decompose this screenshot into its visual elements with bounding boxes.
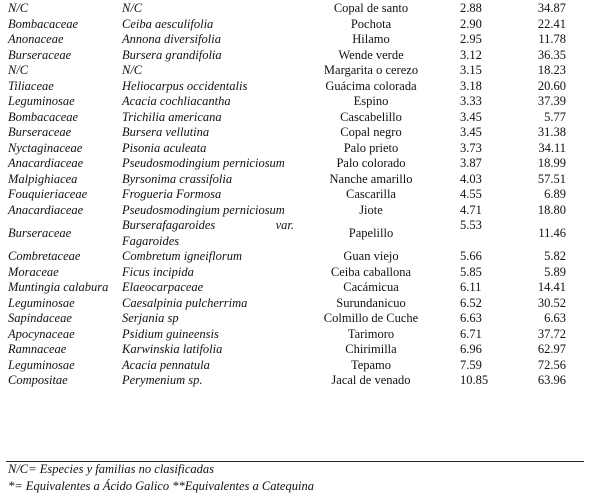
common-name-cell: Wende verde xyxy=(338,47,404,62)
common-name-cell: Chirimilla xyxy=(345,342,397,356)
species-table xyxy=(6,1,580,389)
table-row xyxy=(6,17,580,33)
table-row xyxy=(6,280,580,296)
species-text: var. xyxy=(275,218,294,232)
table-row xyxy=(6,187,580,203)
common-name-cell: Palo colorado xyxy=(336,156,406,170)
species-cell xyxy=(120,218,296,249)
species-line-1 xyxy=(122,218,294,234)
footnote-nc: N/C= Especies y familias no clasificadas xyxy=(8,462,214,476)
family-cell: Anonaceae xyxy=(8,32,64,46)
species-line-2: Fagaroides xyxy=(122,233,180,248)
table-row xyxy=(6,373,580,389)
species-cell: Ceiba aesculifolia xyxy=(122,16,214,31)
family-cell: Anacardiaceae xyxy=(8,202,84,217)
table-row xyxy=(6,249,580,265)
value-cell: 2.90 xyxy=(460,16,482,31)
family-cell: Burseraceae xyxy=(8,225,72,240)
value-cell: 20.60 xyxy=(537,78,566,93)
table-row xyxy=(6,156,580,172)
value-cell: 6.63 xyxy=(544,311,566,325)
family-cell: N/C xyxy=(8,63,29,77)
value-cell: 34.87 xyxy=(537,1,566,15)
family-cell: Burseraceae xyxy=(8,125,72,139)
table-row xyxy=(6,48,580,64)
species-cell: Psidium guineensis xyxy=(122,326,219,341)
family-cell: Compositae xyxy=(8,373,68,387)
family-cell: Ramnaceae xyxy=(8,342,67,356)
common-name-cell: Jacal de venado xyxy=(331,373,411,387)
family-cell: Malpighiacea xyxy=(8,171,78,186)
value-cell: 2.88 xyxy=(460,1,482,15)
table-row xyxy=(6,79,580,95)
species-cell: Byrsonima crassifolia xyxy=(122,171,233,186)
common-name-cell: Papelillo xyxy=(348,225,394,240)
family-cell: Apocynaceae xyxy=(8,326,75,341)
value-cell: 63.96 xyxy=(537,373,566,387)
table-row xyxy=(6,218,580,249)
value-cell: 37.39 xyxy=(537,94,566,108)
common-name-cell: Ceiba caballona xyxy=(330,264,412,279)
value-cell: 5.66 xyxy=(460,249,482,263)
value-cell: 14.41 xyxy=(537,280,566,294)
family-cell: Bombacaceae xyxy=(8,109,79,124)
table-row xyxy=(6,358,580,374)
species-cell: Caesalpinia pulcherrima xyxy=(122,295,248,310)
species-cell: Combretum igneiflorum xyxy=(122,249,243,263)
value-cell: 22.41 xyxy=(537,16,566,31)
species-cell: Serjania sp xyxy=(122,311,179,325)
value-cell: 11.78 xyxy=(538,32,566,46)
value-cell: 4.71 xyxy=(460,202,482,217)
value-cell: 5.53 xyxy=(460,218,482,232)
table-row xyxy=(6,296,580,312)
family-cell: Burseraceae xyxy=(8,47,72,62)
species-cell: Karwinskia latifolia xyxy=(122,342,223,356)
species-cell: Pseudosmodingium perniciosum xyxy=(122,156,285,170)
value-cell: 10.85 xyxy=(460,373,489,387)
common-name-cell: Colmillo de Cuche xyxy=(323,311,419,325)
family-cell: Combretaceae xyxy=(8,249,81,263)
value-cell: 3.12 xyxy=(460,47,482,62)
family-cell: Anacardiaceae xyxy=(8,156,84,170)
family-cell: Leguminosae xyxy=(8,357,75,372)
species-cell: Trichilia americana xyxy=(122,109,222,124)
value-cell: 3.87 xyxy=(460,156,482,170)
table-row xyxy=(6,32,580,48)
table-row xyxy=(6,172,580,188)
value-cell: 18.23 xyxy=(537,63,566,77)
common-name-cell: Tepamo xyxy=(350,357,392,372)
species-text: Burserafagaroides xyxy=(122,218,216,232)
value-cell: 5.77 xyxy=(544,109,566,124)
value-cell: 4.55 xyxy=(460,187,482,201)
common-name-cell: Copal negro xyxy=(340,125,402,139)
common-name-cell: Guácima colorada xyxy=(325,78,417,93)
common-name-cell: Margarita o cerezo xyxy=(323,63,419,77)
species-cell: N/C xyxy=(122,1,143,15)
table-row xyxy=(6,110,580,126)
species-cell: Bursera grandifolia xyxy=(122,47,222,62)
table-row xyxy=(6,141,580,157)
species-cell: Annona diversifolia xyxy=(122,32,221,46)
species-cell: Heliocarpus occidentalis xyxy=(122,78,248,93)
table-row xyxy=(6,1,580,17)
value-cell: 36.35 xyxy=(537,47,566,62)
value-cell: 62.97 xyxy=(537,342,566,356)
value-cell: 3.33 xyxy=(460,94,482,108)
value-cell: 72.56 xyxy=(537,357,566,372)
value-cell: 6.63 xyxy=(460,311,482,325)
value-cell: 3.73 xyxy=(460,140,482,155)
value-cell: 5.85 xyxy=(460,264,482,279)
common-name-cell: Copal de santo xyxy=(333,1,409,15)
family-cell: Leguminosae xyxy=(8,94,75,108)
value-cell: 6.96 xyxy=(460,342,482,356)
common-name-cell: Surundanicuo xyxy=(336,295,406,310)
species-cell: N/C xyxy=(122,63,143,77)
table-row xyxy=(6,203,580,219)
common-name-cell: Espino xyxy=(353,94,389,108)
common-name-cell: Guan viejo xyxy=(343,249,399,263)
value-cell: 34.11 xyxy=(538,140,566,155)
table-row xyxy=(6,94,580,110)
species-cell: Frogueria Formosa xyxy=(122,187,222,201)
value-cell: 6.71 xyxy=(460,326,482,341)
family-cell: Sapindaceae xyxy=(8,311,72,325)
species-cell: Perymenium sp. xyxy=(122,373,203,387)
family-cell: Tiliaceae xyxy=(8,78,54,93)
family-cell: Moraceae xyxy=(8,264,59,279)
common-name-cell: Hilamo xyxy=(352,32,390,46)
table-row xyxy=(6,327,580,343)
species-cell: Ficus incipida xyxy=(122,264,194,279)
family-cell: Nyctaginaceae xyxy=(8,140,83,155)
value-cell: 3.45 xyxy=(460,109,482,124)
species-cell: Pisonia aculeata xyxy=(122,140,207,155)
value-cell: 5.82 xyxy=(544,249,566,263)
value-cell: 4.03 xyxy=(460,171,482,186)
family-cell: Muntingia calabura xyxy=(8,280,109,294)
family-cell: Fouquieriaceae xyxy=(8,187,88,201)
common-name-cell: Pochota xyxy=(350,16,392,31)
common-name-cell: Tarimoro xyxy=(347,326,395,341)
value-cell: 57.51 xyxy=(537,171,566,186)
common-name-cell: Cascarilla xyxy=(346,187,396,201)
species-cell: Acacia pennatula xyxy=(122,357,210,372)
species-cell: Acacia cochliacantha xyxy=(122,94,231,108)
common-name-cell: Nanche amarillo xyxy=(329,171,413,186)
value-cell: 3.18 xyxy=(460,78,482,93)
value-cell: 18.99 xyxy=(537,156,566,170)
value-cell: 31.38 xyxy=(537,125,566,139)
common-name-cell: Cascabelillo xyxy=(340,109,402,124)
value-cell: 37.72 xyxy=(537,326,566,341)
value-cell: 6.11 xyxy=(460,280,482,294)
family-cell: Leguminosae xyxy=(8,295,75,310)
value-cell: 5.89 xyxy=(544,264,566,279)
table-row xyxy=(6,265,580,281)
value-cell: 18.80 xyxy=(537,202,566,217)
table-row xyxy=(6,63,580,79)
value-cell: 2.95 xyxy=(460,32,482,46)
value-cell: 11.46 xyxy=(538,225,566,240)
value-cell: 3.15 xyxy=(460,63,482,77)
value-cell: 30.52 xyxy=(537,295,566,310)
table-row xyxy=(6,125,580,141)
common-name-cell: Cacámicua xyxy=(343,280,399,294)
family-cell: Bombacaceae xyxy=(8,16,79,31)
value-cell: 3.45 xyxy=(460,125,482,139)
species-cell: Bursera vellutina xyxy=(122,125,210,139)
footnote-equivalents: *= Equivalentes a Ácido Galico **Equivalentes a Catequina xyxy=(8,479,314,493)
value-cell: 6.52 xyxy=(460,295,482,310)
family-cell: N/C xyxy=(8,1,29,15)
value-cell: 6.89 xyxy=(544,187,566,201)
common-name-cell: Jiote xyxy=(359,202,383,217)
table-row xyxy=(6,342,580,358)
table-row xyxy=(6,311,580,327)
species-cell: Pseudosmodingium perniciosum xyxy=(122,202,285,217)
species-cell: Elaeocarpaceae xyxy=(122,280,204,294)
common-name-cell: Palo prieto xyxy=(343,140,399,155)
value-cell: 7.59 xyxy=(460,357,482,372)
